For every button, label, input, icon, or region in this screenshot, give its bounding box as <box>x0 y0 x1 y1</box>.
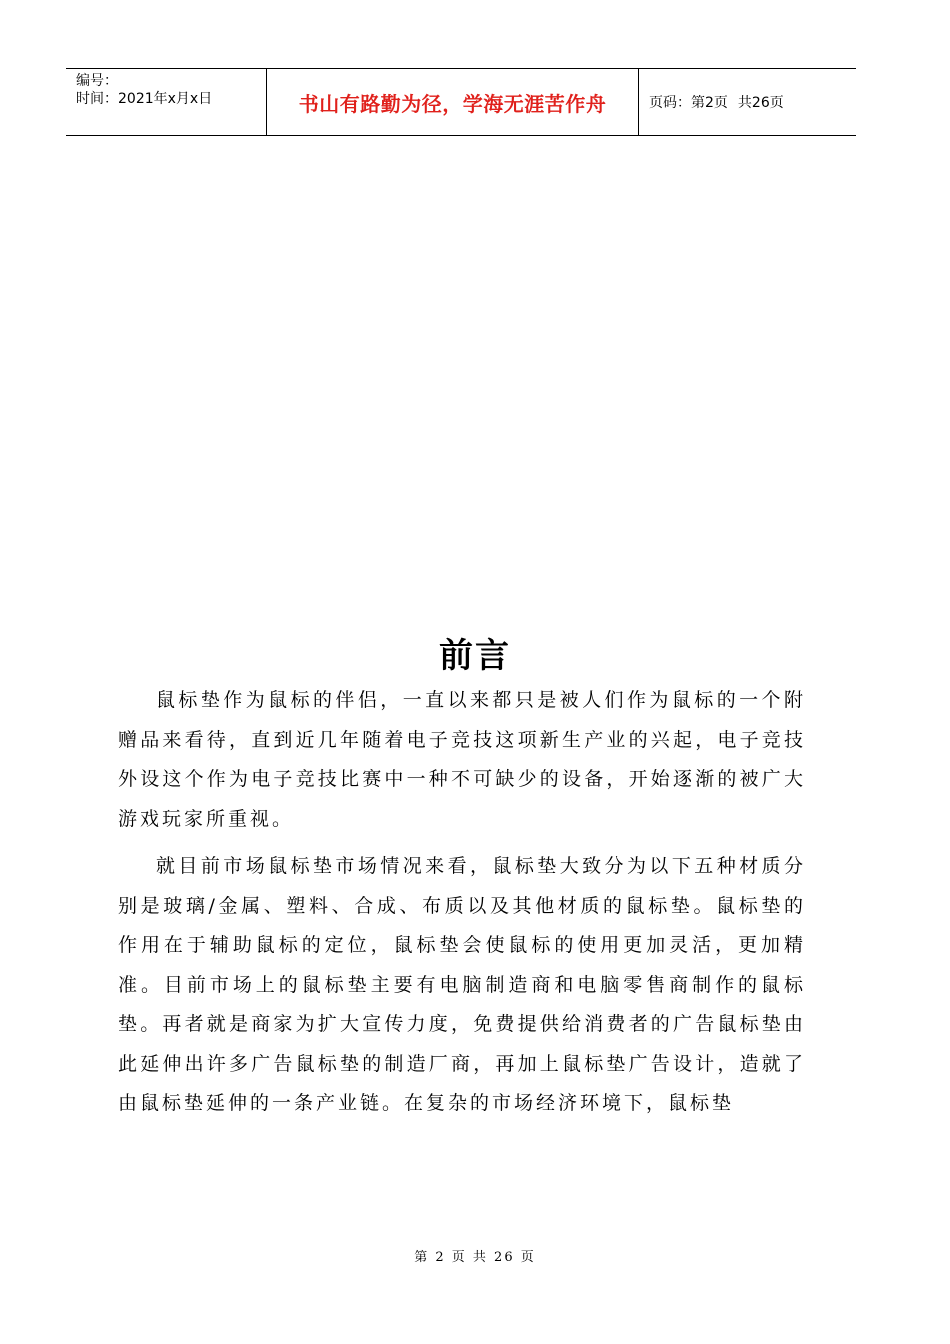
paragraph: 就目前市场鼠标垫市场情况来看，鼠标垫大致分为以下五种材质分别是玻璃/金属、塑料、合成、布质以及其他材质的鼠标垫。鼠标垫的作用在于辅助鼠标的定位，鼠标垫会使鼠标的使用更加灵活，更加精准。目前市场上的鼠标垫主要有电脑制造商和电脑零售商制作的鼠标垫。再者就是商家为扩大宣传力度，免费提供给消费者的广告鼠标垫由此延伸出许多广告鼠标垫的制造厂商，再加上鼠标垫广告设计，造就了由鼠标垫延伸的一条产业链。在复杂的市场经济环境下，鼠标垫 <box>118 855 806 1114</box>
header-motto-cell <box>267 69 639 135</box>
page-header <box>66 68 856 136</box>
time-label: 时间：2021年x月x日 <box>76 91 213 107</box>
header-page-cell <box>639 69 856 135</box>
paragraph: 鼠标垫作为鼠标的伴侣，一直以来都只是被人们作为鼠标的一个附赠品来看待，直到近几年随着电子竞技这项新生产业的兴起，电子竞技外设这个作为电子竞技比赛中一种不可缺少的设备，开始逐渐的被广大游戏玩家所重视。 <box>118 689 806 830</box>
document-body <box>118 681 806 1132</box>
number-label: 编号： <box>76 73 118 89</box>
motto-text: 书山有路勤为径，学海无涯苦作舟 <box>298 91 607 116</box>
page-title: 前言 <box>439 636 511 676</box>
page-footer: 第 2 页 共 26 页 <box>414 1250 536 1265</box>
total-pages-label: 共26页 <box>737 95 784 111</box>
page-number-label: 页码：第2页 <box>649 95 728 111</box>
header-meta-cell <box>66 69 267 135</box>
